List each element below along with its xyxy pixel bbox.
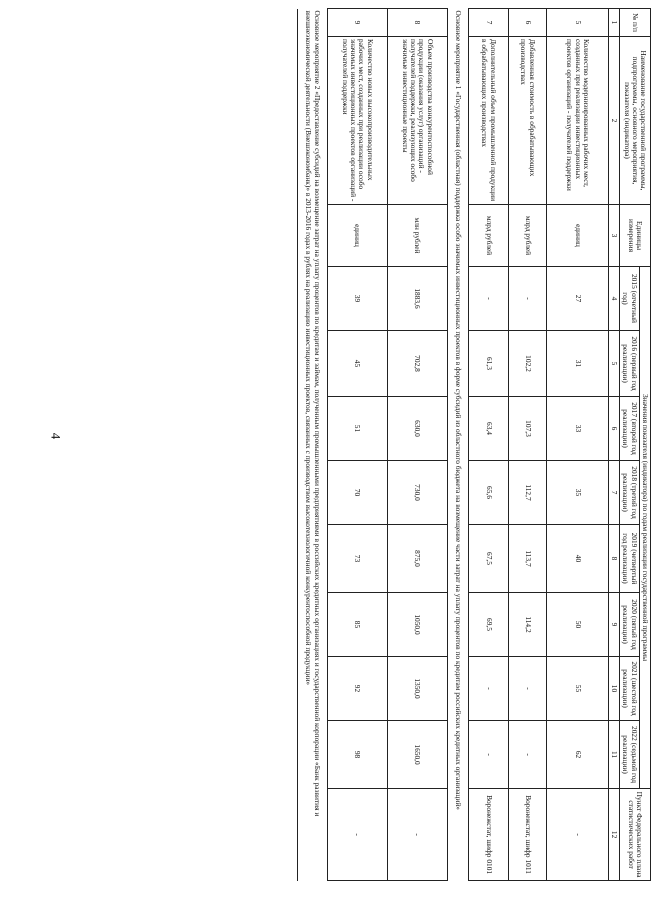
header-plan: Пункт Федерального плана статистических работ (620, 789, 651, 881)
row-value: 69,5 (468, 593, 508, 657)
row-value: - (468, 267, 508, 331)
row-name: Добавленная стоимость в обрабатывающих производствах (508, 37, 546, 205)
header-year: 2020 (пятый год реализации) (620, 593, 640, 657)
row-value: 50 (546, 593, 608, 657)
row-value: 875,0 (387, 525, 447, 593)
row-value: - (508, 657, 546, 721)
header-year: 2018 (третий год реализации) (620, 461, 640, 525)
row-num: 7 (468, 9, 508, 37)
section-title: Основное мероприятие 2 «Предоставление субсидий на возмещение затрат на уплату процентов по кредитам и займам, полученным промышленными предприятиями в российских кредитных организациях и государственной корпорации «Банк развития и внешнеэкономической деятельности (Внешэкономбанк)» в 2013-2016 годах в рублях на реализацию инвестиционных проектов, связанных с производством высокотехнологичной конкурентоспособной продукции» (298, 9, 328, 881)
header-year: 2015 (отчетный год) (620, 267, 640, 331)
row-name: Объем производства конкурентоспособной продукции (оказания услуг) организаций - получателей поддержки, реализующих особо значимые инвестиционные проекты (387, 37, 447, 205)
row-unit: единиц (546, 205, 608, 267)
column-number: 1 (608, 9, 619, 37)
row-unit: единиц (327, 205, 387, 267)
row-value: 45 (327, 331, 387, 397)
row-value: 51 (327, 397, 387, 461)
row-plan: Воронежстат, шифр 0101 (468, 789, 508, 881)
row-unit: млн рублей (387, 205, 447, 267)
table-row (508, 9, 546, 881)
row-num: 5 (546, 9, 608, 37)
row-value: 102,2 (508, 331, 546, 397)
row-value: - (508, 721, 546, 789)
column-number: 6 (608, 397, 619, 461)
header-year: 2021 (шестой год реализации) (620, 657, 640, 721)
row-value: 65,6 (468, 461, 508, 525)
column-number-row (608, 9, 619, 881)
header-values-group: Значения показателя (индикатора) по годам реализации государственной программы (639, 267, 650, 789)
header-year: 2016 (первый год реализации) (620, 331, 640, 397)
row-plan: - (327, 789, 387, 881)
row-value: 73 (327, 525, 387, 593)
row-num: 6 (508, 9, 546, 37)
column-number: 9 (608, 593, 619, 657)
row-value: 1350,0 (387, 657, 447, 721)
row-value: 702,8 (387, 331, 447, 397)
row-value: 1883,6 (387, 267, 447, 331)
column-number: 7 (608, 461, 619, 525)
row-value: 112,7 (508, 461, 546, 525)
header-year: 2019 (четвертый год реализации) (620, 525, 640, 593)
header-num: № п/п (620, 9, 651, 37)
row-name: Количество модернизированных рабочих мест, созданных при реализации инвестиционных проектов организаций - получателей поддержки (546, 37, 608, 205)
row-unit: млрд рублей (468, 205, 508, 267)
row-value: 98 (327, 721, 387, 789)
row-plan: Воронежстат, шифр 1011 (508, 789, 546, 881)
column-number: 3 (608, 205, 619, 267)
page-number: 4 (48, 432, 64, 440)
row-value: 62 (546, 721, 608, 789)
table-row (327, 9, 387, 881)
column-number: 2 (608, 37, 619, 205)
column-number: 4 (608, 267, 619, 331)
row-plan: - (546, 789, 608, 881)
rotated-table-container (81, 8, 651, 880)
row-name: Дополнительный объем промышленной продукции в обрабатывающих производствах (468, 37, 508, 205)
row-value: 85 (327, 593, 387, 657)
header-year: 2017 (второй год реализации) (620, 397, 640, 461)
row-value: 35 (546, 461, 608, 525)
row-value: 92 (327, 657, 387, 721)
row-value: 630,0 (387, 397, 447, 461)
row-value: 31 (546, 331, 608, 397)
row-value: 730,0 (387, 461, 447, 525)
header-unit: Единицы измерения (620, 205, 651, 267)
row-value: - (508, 267, 546, 331)
row-name: Количество новых высокопроизводительных рабочих мест, созданных при реализации особо значимых инвестиционных проектов организаций - получателей поддержки (327, 37, 387, 205)
row-unit: млрд рублей (508, 205, 546, 267)
section-row (298, 9, 328, 881)
column-number: 10 (608, 657, 619, 721)
row-value: 39 (327, 267, 387, 331)
indicators-table (297, 8, 651, 881)
header-year: 2022 (седьмой год реализации) (620, 721, 640, 789)
row-value: 40 (546, 525, 608, 593)
row-value: - (468, 721, 508, 789)
row-value: 114,2 (508, 593, 546, 657)
column-number: 12 (608, 789, 619, 881)
column-number: 5 (608, 331, 619, 397)
row-value: - (468, 657, 508, 721)
row-num: 8 (387, 9, 447, 37)
row-value: 70 (327, 461, 387, 525)
row-value: 67,5 (468, 525, 508, 593)
row-value: 113,7 (508, 525, 546, 593)
row-plan: - (387, 789, 447, 881)
row-value: 1650,0 (387, 721, 447, 789)
row-num: 9 (327, 9, 387, 37)
row-value: 55 (546, 657, 608, 721)
column-number: 8 (608, 525, 619, 593)
section-row (447, 9, 468, 881)
row-value: 33 (546, 397, 608, 461)
header-name: Наименование государственной программы, подпрограммы, основного мероприятия, показателя (индикатора) (620, 37, 651, 205)
table-row (546, 9, 608, 881)
row-value: 61,3 (468, 331, 508, 397)
row-value: 63,4 (468, 397, 508, 461)
row-value: 27 (546, 267, 608, 331)
section-title: Основное мероприятие 1 «Государственная (областная) поддержка особо значимых инвестиционных проектов в форме субсидий из областного бюджета на возмещение части затрат на уплату процентов по кредитам российских кредитных организаций» (447, 9, 468, 881)
row-value: 1050,0 (387, 593, 447, 657)
table-row (468, 9, 508, 881)
column-number: 11 (608, 721, 619, 789)
row-value: 107,3 (508, 397, 546, 461)
table-row (387, 9, 447, 881)
